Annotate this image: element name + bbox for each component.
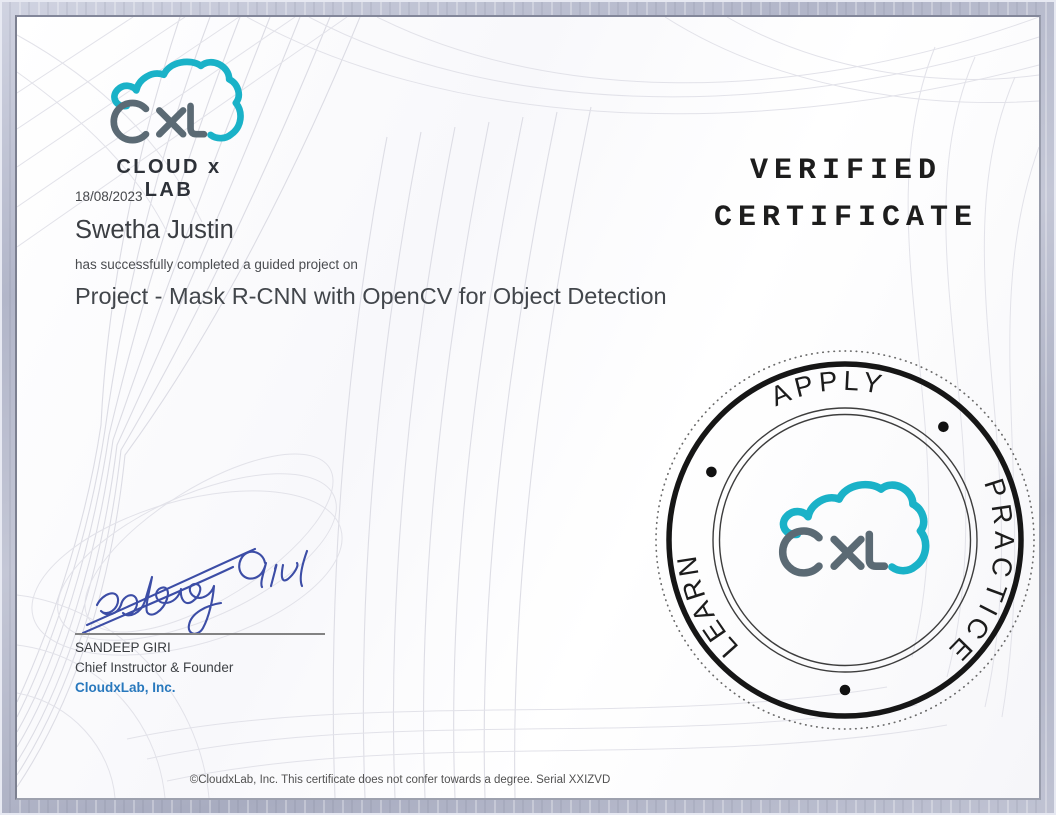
seal-word-learn: LEARN bbox=[670, 551, 744, 664]
seal-dot-left bbox=[706, 467, 717, 478]
seal-dot-bottom bbox=[840, 685, 851, 696]
footer-disclaimer: ©CloudxLab, Inc. This certificate does not confer towards a degree. Serial XXIZVD bbox=[189, 774, 611, 786]
verified-badge-line1: VERIFIED bbox=[749, 154, 943, 188]
signature-rule bbox=[75, 633, 325, 635]
brand-wordmark: CLOUD x LAB bbox=[116, 156, 222, 201]
svg-text:APPLY bbox=[766, 365, 889, 412]
recipient-name: Swetha Justin bbox=[75, 216, 234, 244]
seal-cxl-logo-icon bbox=[783, 485, 926, 573]
course-title: Project - Mask R-CNN with OpenCV for Object Detection bbox=[75, 283, 667, 309]
seal-inner-ring-1 bbox=[713, 408, 977, 672]
svg-text:PRACTICE bbox=[940, 475, 1021, 671]
signer-role: Chief Instructor & Founder bbox=[75, 660, 234, 675]
seal-dot-upper-right bbox=[938, 422, 949, 433]
signer-company-link[interactable]: CloudxLab, Inc. bbox=[75, 680, 176, 695]
verified-badge bbox=[613, 148, 1041, 242]
certificate-canvas bbox=[15, 15, 1041, 800]
issue-date: 18/08/2023 bbox=[75, 189, 143, 204]
cxl-seal bbox=[645, 340, 1041, 740]
seal-inner-ring-2 bbox=[720, 415, 971, 666]
seal-word-apply: APPLY bbox=[765, 364, 890, 412]
seal-word-practice: PRACTICE bbox=[939, 474, 1021, 671]
signer-name: SANDEEP GIRI bbox=[75, 640, 171, 655]
signer-block bbox=[75, 638, 233, 698]
signature-image bbox=[73, 541, 325, 635]
completion-subtitle: has successfully completed a guided project on bbox=[75, 257, 358, 272]
verified-badge-line2: CERTIFICATE bbox=[713, 201, 979, 235]
